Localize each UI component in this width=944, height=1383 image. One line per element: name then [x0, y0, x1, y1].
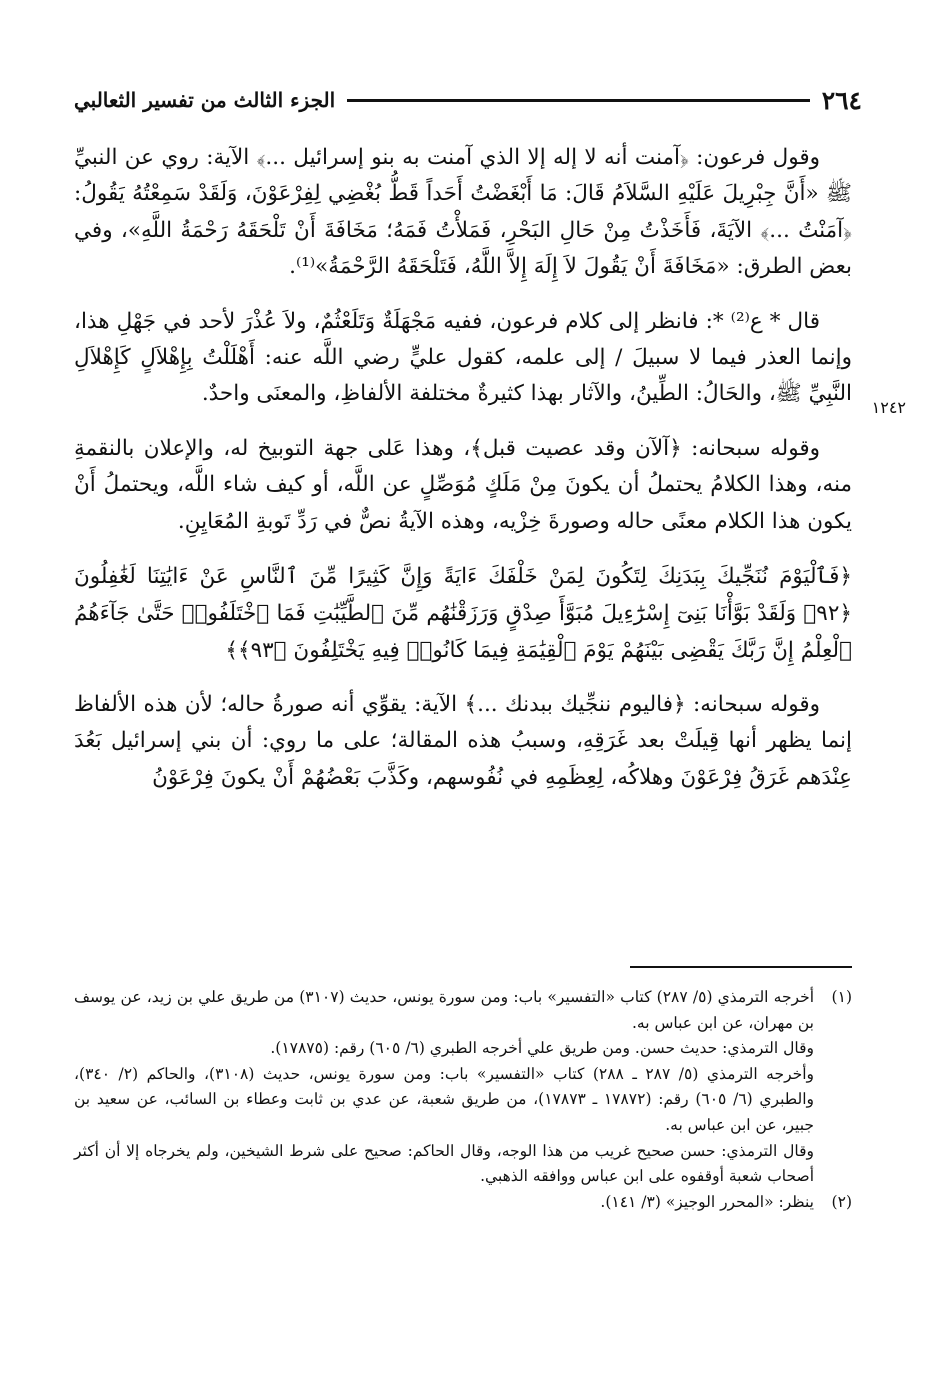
footnote-body	[74, 1190, 814, 1216]
page-number: ٢٦٤	[821, 85, 862, 115]
paragraph-explanation: وقوله سبحانه: ﴿فاليوم ننجِّيك ببدنك ...﴾ الآية: يقوِّي أنه صورةُ حاله؛ لأن هذه الألفاظ إنما يظهر أنها قِيلَتْ بعد غَرَقِهِ، وسببُ هذه المقالة؛ على ما روي: أن بني إسرائيل بَعُدَ عِنْدَهم غَرَقُ فِرْعَوْنَ وهلاكُه، لِعِظَمِهِ في نُفُوسهم، وكَذَّبَ بَعْضُهُمْ أَنْ يكونَ فِرْعَوْنُ	[74, 692, 852, 790]
footnote-line: وأخرجه الترمذي (٥/ ٢٨٧ ـ ٢٨٨) كتاب «التفسير» باب: ومن سورة يونس، حديث (٣١٠٨)، والحاكم (٢/ ٣٤٠)، والطبري (٦/ ٦٠٥) رقم: (١٧٨٧٢ ـ ١٧٨٧٣)، من طريق شعبة، عن عدي بن ثابت وعطاء بن السائب، عن سعيد بن جبير، عن ابن عباس به.	[74, 1064, 814, 1134]
footnotes	[74, 985, 852, 1215]
footnote-number: (٢)	[831, 1192, 852, 1211]
footnote-line: أخرجه الترمذي (٥/ ٢٨٧) كتاب «التفسير» باب: ومن سورة يونس، حديث (٣١٠٧) من طريق علي بن زيد، عن يوسف بن مهران، عن ابن عباس به.	[74, 988, 814, 1032]
paragraph-commentary: قال * ع⁽²⁾ *: فانظر إلى كلام فرعون، ففيه مَجْهَلَةٌ وَتَلَعْثُمٌ، ولاَ عُذْرَ لأحد في جَهْلِ هذا، وإنما العذر فيما لا سبيلَ / إلى علمه، كقول عليٍّ رضي اللَّه عنه: أَهْلَلْتُ بِإِهْلاَلٍ كَإِهْلاَلِ النَّبِيِّ ﷺ، والحَالُ: الطِّينُ، والآثار بهذا كثيرةٌ مختلفة الألفاظِ، والمعنَى واحدٌ.	[74, 308, 852, 407]
quran-verse-block: ﴿فَٱلْيَوْمَ نُنَجِّيكَ بِبَدَنِكَ لِتَكُونَ لِمَنْ خَلْفَكَ ءَايَةً وَإِنَّ كَثِيرًا مِّنَ ٱلنَّاسِ عَنْ ءَايَٰتِنَا لَغَٰفِلُونَ ﴿٩٢﴾ وَلَقَدْ بَوَّأْنَا بَنِىٓ إِسْرَٰٓءِيلَ مُبَوَّأَ صِدْقٍ وَرَزَقْنَٰهُم مِّنَ ٱلطَّيِّبَٰتِ فَمَا ٱخْتَلَفُوا۟ حَتَّىٰ جَآءَهُمُ ٱلْعِلْمُ إِنَّ رَبَّكَ يَقْضِى بَيْنَهُمْ يَوْمَ ٱلْقِيَٰمَةِ فِيمَا كَانُوا۟ فِيهِ يَخْتَلِفُونَ ﴿٩٣﴾﴾	[74, 564, 852, 664]
paragraph-rebuke: وقوله سبحانه: ﴿آلآن وقد عصيت قبل﴾، وهذا عَلى جهة التوبيخ له، والإعلان بالنقمةِ منه، وهذا الكلامُ يحتملُ أن يكونَ مِنْ مَلَكٍ مُوَصِّلٍ عن اللَّه، أو كيف شاء اللَّه، ويحتملُ أَنْ يكون هذا الكلام معنًى حاله وصورةَ خِزْيه، وهذه الآيةُ نصٌّ في رَدِّ تَوبةِ المُعَايِنِ.	[74, 435, 852, 534]
footnote	[74, 985, 852, 1190]
footnote-line: وقال الترمذي: حديث حسن. ومن طريق علي أخرجه الطبري (٦/ ٦٠٥) رقم: (١٧٨٧٥).	[270, 1039, 814, 1058]
footnote	[74, 1190, 852, 1216]
main-text	[74, 140, 852, 814]
page-header	[74, 82, 862, 118]
paragraph-pharaoh-saying: وقول فرعون: ﴿آمنت أنه لا إله إلا الذي آمنت به بنو إسرائيل ...﴾ الآية: روي عن النبيِّ ﷺ «أَنَّ جِبْرِيلَ عَلَيْهِ السَّلاَمُ قَالَ: مَا أَبْغَضْتُ أَحَداً قَطُّ بُغْضِي لِفِرْعَوْنَ، وَلَقَدْ سَمِعْتُهُ يَقُولُ: ﴿آمَنْتُ ...﴾ الآيَةَ، فَأَخَذْتُ مِنْ حَالِ البَحْرِ، فَمَلأْتُ فَمَهُ؛ مَخَافَةَ أَنْ تَلْحَقَهُ رَحْمَةُ اللَّهِ»، وفي بعض الطرق: «مَخَافَةَ أَنْ يَقُولَ لاَ إِلَهَ إِلاَّ اللَّهُ، فَتَلْحَقَهُ الرَّحْمَةُ»⁽¹⁾.	[74, 145, 852, 280]
running-title: الجزء الثالث من تفسير الثعالبي	[74, 88, 336, 112]
footnote-body	[74, 985, 814, 1190]
footnote-line: وقال الترمذي: حسن صحيح غريب من هذا الوجه، وقال الحاكم: صحيح على شرط الشيخين، ولم يخرجاه إلا أن أكثر أصحاب شعبة أوقفوه على ابن عباس ووافقه الذهبي.	[74, 1141, 814, 1186]
footnote-line: ينظر: «المحرر الوجيز» (٣/ ١٤١).	[600, 1192, 814, 1211]
footnote-separator	[630, 966, 852, 968]
margin-page-reference: ١٢٤٢	[871, 398, 906, 417]
header-rule	[347, 99, 810, 102]
footnote-number: (١)	[831, 988, 852, 1006]
